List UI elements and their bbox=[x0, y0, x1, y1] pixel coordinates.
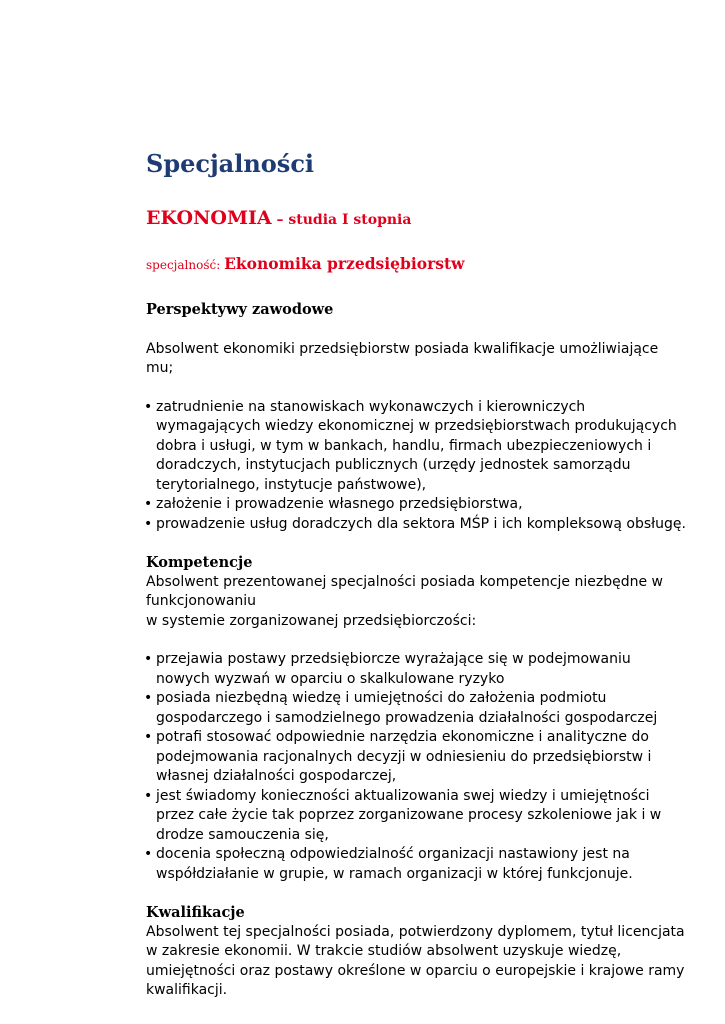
list-item: • założenie i prowadzenie własnego przedsiębiorstwa, bbox=[146, 495, 686, 515]
competences-heading: Kompetencje bbox=[146, 554, 253, 571]
specialty-label: specjalność: bbox=[146, 258, 225, 272]
perspectives-intro: Absolwent ekonomiki przedsiębiorstw posiada kwalifikacje umożliwiające mu; bbox=[146, 340, 659, 376]
perspectives-list bbox=[146, 398, 686, 535]
document-content bbox=[146, 148, 686, 1001]
program-level: – studia I stopnia bbox=[271, 212, 412, 228]
competences-intro bbox=[146, 573, 686, 632]
perspectives-heading: Perspektywy zawodowe bbox=[146, 301, 334, 318]
competences-intro-line1: Absolwent prezentowanej specjalności posiada kompetencje niezbędne w funkcjonowaniu bbox=[146, 573, 663, 609]
list-item: • potrafi stosować odpowiednie narzędzia ekonomiczne i analityczne do podejmowania racjonalnych decyzji w odniesieniu do przedsiębiorstw i własnej działalności gospodarczej, bbox=[146, 728, 686, 787]
list-item: • posiada niezbędną wiedzę i umiejętności do założenia podmiotu gospodarczego i samodzielnego prowadzenia działalności gospodarczej bbox=[146, 689, 686, 728]
qualifications-text: Absolwent tej specjalności posiada, potwierdzony dyplomem, tytuł licencjata w zakresie ekonomii. W trakcie studiów absolwent uzyskuje wiedzę, umiejętności oraz postawy określone w oparciu o europejskie i krajowe ramy kwalifikacji. bbox=[146, 923, 685, 998]
program-heading bbox=[146, 205, 686, 233]
program-name: EKONOMIA bbox=[146, 207, 272, 229]
list-item: • jest świadomy konieczności aktualizowania swej wiedzy i umiejętności przez całe życie tak poprzez zorganizowane procesy szkoleniowe jak i w drodze samouczenia się, bbox=[146, 787, 686, 846]
list-item: • docenia społeczną odpowiedzialność organizacji nastawiony jest na współdziałanie w grupie, w ramach organizacji w której funkcjonuje. bbox=[146, 845, 686, 884]
competences-list bbox=[146, 650, 686, 884]
qualifications-heading: Kwalifikacje bbox=[146, 904, 245, 921]
list-item: • zatrudnienie na stanowiskach wykonawczych i kierowniczych wymagających wiedzy ekonomicznej w przedsiębiorstwach produkujących dobra i usługi, w tym w bankach, handlu, firmach ubezpieczeniowych i doradczych, instytucjach publicznych (urzędy jednostek samorządu terytorialnego, instytucje państwowe), bbox=[146, 398, 686, 496]
competences-intro-line2: w systemie zorganizowanej przedsiębiorczości: bbox=[146, 612, 477, 629]
list-item: • prowadzenie usług doradczych dla sektora MŚP i ich kompleksową obsługę. bbox=[146, 515, 686, 535]
specialty-name: Ekonomika przedsiębiorstw bbox=[224, 254, 465, 273]
page-title: Specjalności bbox=[146, 149, 315, 178]
list-item: • przejawia postawy przedsiębiorcze wyrażające się w podejmowaniu nowych wyzwań w oparciu o skalkulowane ryzyko bbox=[146, 650, 686, 689]
specialty-heading bbox=[146, 253, 686, 276]
